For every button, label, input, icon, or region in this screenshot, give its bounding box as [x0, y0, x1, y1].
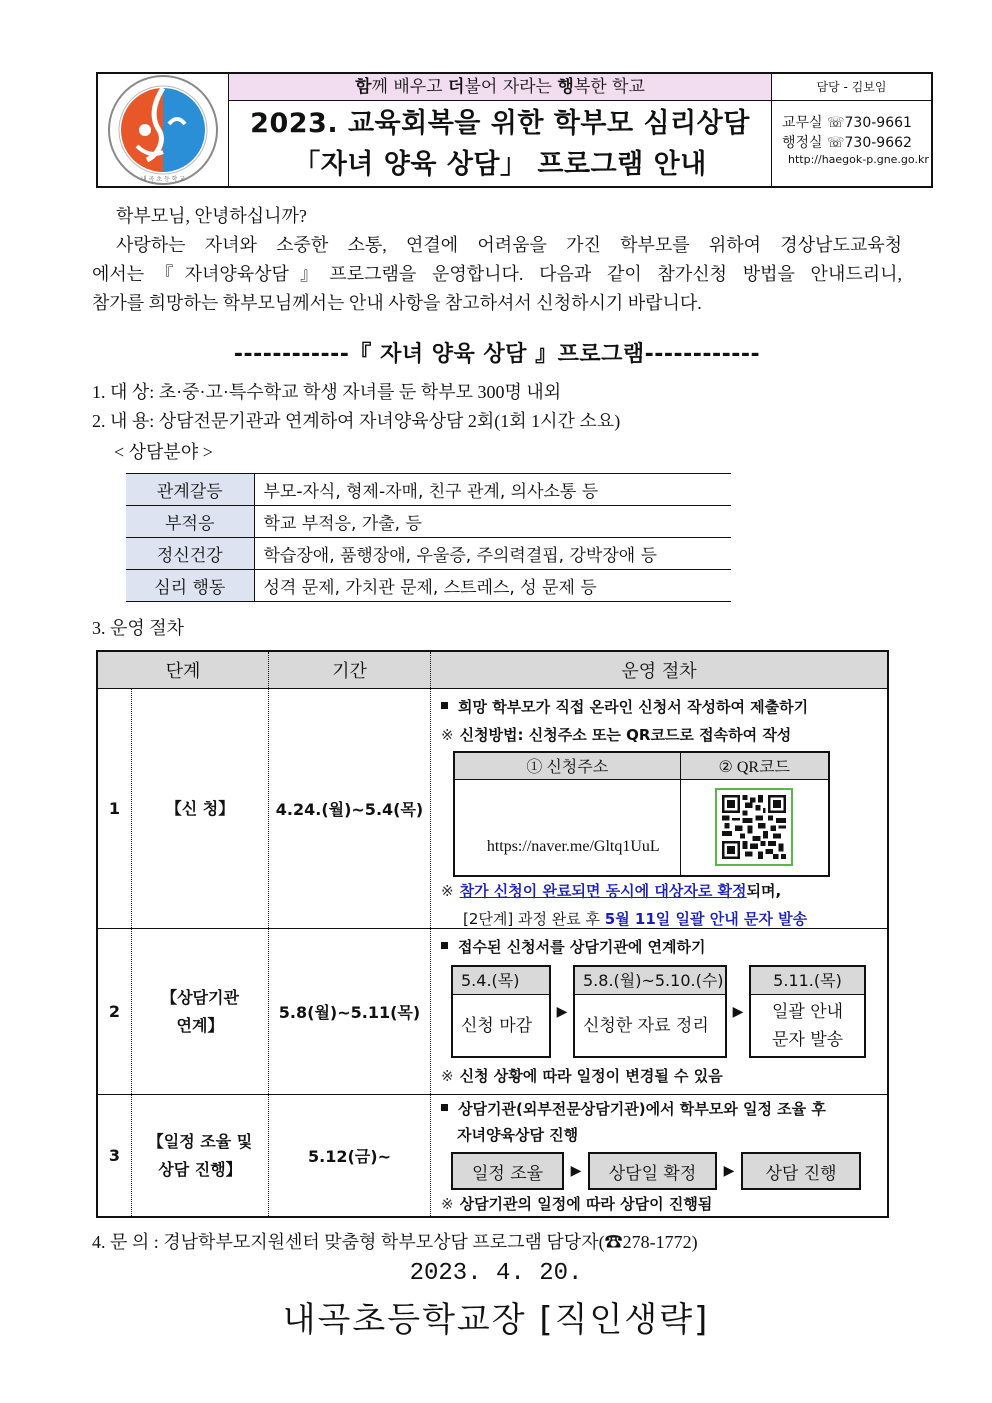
content-item: 2. 내 용: 상담전문기관과 연계하여 자녀양육상담 2회(1회 1시간 소요) [92, 411, 621, 431]
flow-step-date: 5.8.(월)~5.10.(수) [575, 967, 725, 995]
reference-mark-icon: ※ [441, 1195, 454, 1213]
followup-prefix: [2단계] 과정 완료 후 [463, 910, 605, 928]
col-qr-code: ② QR코드 [680, 752, 829, 779]
fields-label: < 상담분야 > [114, 442, 213, 462]
table-row [98, 689, 887, 929]
header-step: 단계 [98, 652, 269, 688]
field-description: 학습장애, 품행장애, 우울증, 주의력결핍, 강박장애 등 [254, 538, 731, 570]
flow-step-date: 5.4.(목) [453, 967, 549, 995]
svg-text:내 곡 초 등 학 교: 내 곡 초 등 학 교 [140, 176, 186, 183]
contact-cell [772, 74, 931, 186]
slogan-text-1: 께 배우고 [371, 77, 449, 97]
slogan-text-2: 불어 자라는 [464, 77, 558, 97]
application-table [453, 751, 830, 877]
bullet-text: 희망 학부모가 직접 온라인 신청서 작성하여 제출하기 [458, 698, 809, 716]
schedule-note [441, 1062, 881, 1090]
step-number: 3 [98, 1095, 132, 1216]
procedure-bullet [441, 693, 881, 721]
step-name: 【신 청】 [132, 689, 269, 928]
document-header [96, 72, 933, 188]
step-name-line1: 【일정 조율 및 [147, 1131, 253, 1151]
table-row [98, 1095, 887, 1216]
phone-office: 교무실 ☏730-9661 [782, 115, 912, 131]
counseling-fields-table [126, 473, 731, 602]
procedure-table-header [98, 652, 887, 689]
step-procedure [431, 1095, 887, 1216]
field-category: 관계갈등 [126, 474, 254, 506]
flow-step-schedule: 일정 조율 [451, 1152, 564, 1190]
qr-code-icon[interactable] [715, 788, 793, 866]
square-bullet-icon [441, 702, 448, 709]
table-row [126, 570, 731, 602]
linkage-flow [451, 965, 881, 1058]
step-period: 4.24.(월)~5.4(목) [269, 689, 431, 928]
inquiry-line: 4. 문 의 : 경남학부모지원센터 맞춤형 학부모상담 프로그램 담당자(☎278-1772) [92, 1232, 698, 1252]
reference-mark-icon: ※ [441, 1067, 454, 1085]
confirm-note [441, 877, 881, 905]
greeting-line: 학부모님, 안녕하십니까? [116, 206, 307, 226]
table-row [126, 538, 731, 570]
field-description: 성격 문제, 가치관 문제, 스트레스, 성 문제 등 [254, 570, 731, 602]
field-description: 학교 부적응, 가출, 등 [254, 506, 731, 538]
note-text: 신청방법: 신청주소 또는 QR코드로 접속하여 작성 [459, 726, 792, 744]
program-section-title: ------------『 자녀 양육 상담 』프로그램------------ [233, 342, 761, 367]
flow-step-date: 5.11.(목) [751, 967, 864, 995]
document-title-line2: 「자녀 양육 상담」 프로그램 안내 [293, 149, 707, 180]
step-period: 5.8(월)~5.11(목) [269, 929, 431, 1094]
flow-step-text-line1: 일괄 안내 [771, 1001, 844, 1022]
step-procedure [431, 689, 887, 928]
title-cell [229, 74, 772, 186]
header-procedure: 운영 절차 [621, 661, 697, 682]
greeting [92, 202, 902, 318]
table-row [126, 474, 731, 506]
field-category: 부적응 [126, 506, 254, 538]
target-item: 1. 대 상: 초·중·고·특수학교 학생 자녀를 둔 학부모 300명 내외 [92, 382, 562, 402]
qr-cell [680, 779, 829, 876]
procedure-bullet [441, 1096, 881, 1122]
slogan-bold-2: 더 [448, 77, 465, 97]
slogan-text-3: 복한 학교 [573, 77, 645, 97]
table-row [454, 752, 829, 779]
website-link[interactable]: http://haegok-p.gne.go.kr [788, 153, 929, 166]
step-name-line2: 상담 진행】 [158, 1159, 242, 1179]
step-name-line1: 【상담기관 [161, 987, 239, 1007]
step-number: 1 [98, 689, 132, 928]
flow-step [451, 965, 551, 1058]
slogan-bold-1: 함 [355, 77, 372, 97]
bullet-continuation: 자녀양육상담 진행 [457, 1126, 579, 1144]
school-logo-icon [107, 74, 219, 186]
confirm-note-rest: 되며, [746, 882, 782, 900]
note-text: 상담기관의 일정에 따라 상담이 진행됨 [459, 1195, 713, 1213]
arrow-right-icon: ▶ [556, 1003, 568, 1020]
arrow-right-icon: ▶ [723, 1163, 735, 1179]
reference-mark-icon: ※ [441, 882, 454, 900]
manager-name: 담당 - 김보임 [772, 74, 931, 101]
flow-step-confirm: 상담일 확정 [588, 1152, 717, 1190]
flow-step-text: 신청한 자료 정리 [583, 1015, 709, 1036]
bullet-text: 상담기관(외부전문상담기관)에서 학부모와 일정 조율 후 [458, 1100, 826, 1118]
arrow-right-icon: ▶ [570, 1163, 582, 1179]
flow-step [573, 965, 727, 1058]
flow-step-text: 신청 마감 [461, 1015, 533, 1036]
greeting-paragraph-line: 사랑하는 자녀와 소중한 소통, 연결에 어려움을 가진 학부모를 위하여 경상남도교육청 [116, 235, 902, 255]
flow-step-counsel: 상담 진행 [741, 1152, 861, 1190]
document-date: 2023. 4. 20. [409, 1260, 583, 1287]
flow-step-text [751, 995, 864, 1056]
step-name [132, 929, 269, 1094]
confirm-note-highlight: 참가 신청이 완료되면 동시에 대상자로 확정 [459, 882, 747, 900]
slogan-bold-3: 행 [557, 77, 574, 97]
reference-mark-icon: ※ [441, 726, 454, 744]
square-bullet-icon [441, 942, 448, 949]
field-description: 부모-자식, 형제-자매, 친구 관계, 의사소통 등 [254, 474, 731, 506]
field-category: 심리 행동 [126, 570, 254, 602]
principal-signature: 내곡초등학교장 [직인생략] [282, 1300, 710, 1340]
table-row [98, 929, 887, 1095]
step-period: 5.12(금)~ [269, 1095, 431, 1216]
arrow-right-icon: ▶ [732, 1003, 744, 1020]
method-note [441, 721, 881, 749]
step-procedure [431, 929, 887, 1094]
phone-admin: 행정실 ☏730-9662 [782, 135, 912, 151]
header-period: 기간 [269, 652, 431, 688]
table-row [454, 779, 829, 876]
note-text: 신청 상황에 따라 일정이 변경될 수 있음 [459, 1067, 723, 1085]
counseling-note [441, 1192, 881, 1216]
procedure-table [96, 650, 889, 1218]
flow-step-text-line2: 문자 발송 [771, 1029, 844, 1050]
document-title-line1: 2023. 교육회복을 위한 학부모 심리상담 [250, 108, 750, 139]
step-name-line2: 연계】 [176, 1015, 224, 1035]
square-bullet-icon [441, 1104, 448, 1111]
counseling-flow [451, 1152, 881, 1190]
procedure-label: 3. 운영 절차 [92, 618, 185, 638]
table-row [126, 506, 731, 538]
logo-cell [98, 74, 229, 186]
contact-info [772, 101, 931, 186]
school-slogan [229, 74, 771, 101]
greeting-paragraph-line: 참가를 희망하는 학부모님께서는 안내 사항을 참고하셔서 신청하시기 바랍니다. [92, 293, 702, 313]
col-application-url: ① 신청주소 [454, 752, 680, 779]
field-category: 정신건강 [126, 538, 254, 570]
greeting-paragraph-line: 에서는『자녀양육상담』프로그램을 운영합니다. 다음과 같이 참가신청 방법을 안내드리니, [92, 264, 902, 284]
procedure-bullet [441, 933, 881, 961]
application-url-link[interactable]: https://naver.me/Gltq1UuL [454, 779, 680, 876]
step-number: 2 [98, 929, 132, 1094]
flow-step [749, 965, 866, 1058]
step-name [132, 1095, 269, 1216]
followup-highlight: 5월 11일 일괄 안내 문자 발송 [604, 910, 808, 928]
bullet-text: 접수된 신청서를 상담기관에 연계하기 [458, 938, 706, 956]
